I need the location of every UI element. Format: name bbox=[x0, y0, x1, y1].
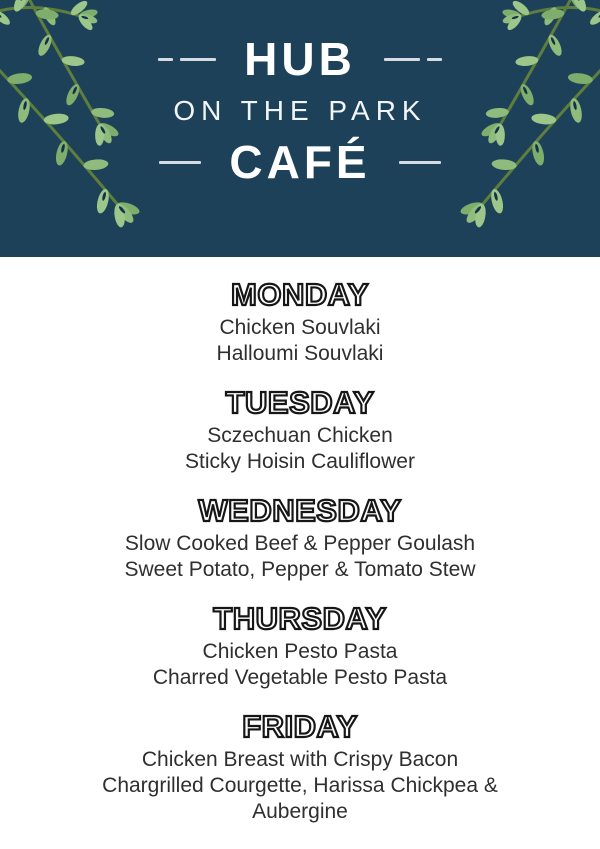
day-items bbox=[70, 315, 530, 367]
title-row-hub bbox=[158, 33, 442, 85]
divider-dash bbox=[399, 161, 441, 164]
header-title-block bbox=[0, 0, 600, 188]
menu-item: Chicken Souvlaki bbox=[219, 316, 381, 339]
divider-dash bbox=[384, 58, 420, 61]
title-divider-left bbox=[158, 58, 216, 61]
header-banner bbox=[0, 0, 600, 257]
day-heading: WEDNESDAY bbox=[198, 493, 402, 528]
cafe-title-top: HUB bbox=[244, 33, 356, 85]
day-heading: MONDAY bbox=[231, 277, 369, 312]
menu-item: Chicken Pesto Pasta bbox=[202, 640, 398, 663]
day-items bbox=[70, 747, 530, 825]
weekly-menu bbox=[0, 257, 600, 825]
day-heading: TUESDAY bbox=[225, 385, 375, 420]
menu-section-wednesday bbox=[0, 493, 600, 583]
menu-item: Sweet Potato, Pepper & Tomato Stew bbox=[124, 558, 476, 581]
menu-item: Sczechuan Chicken bbox=[207, 424, 393, 447]
day-items bbox=[70, 639, 530, 691]
divider-dash bbox=[427, 58, 442, 61]
title-divider-right bbox=[399, 161, 441, 164]
title-divider-left bbox=[159, 161, 201, 164]
day-items bbox=[70, 423, 530, 475]
day-heading: THURSDAY bbox=[213, 601, 387, 636]
menu-section-friday bbox=[0, 709, 600, 825]
menu-item: Chargrilled Courgette, Harissa Chickpea & Aubergine bbox=[102, 774, 498, 823]
menu-item: Slow Cooked Beef & Pepper Goulash bbox=[124, 532, 476, 555]
menu-item: Chicken Breast with Crispy Bacon bbox=[141, 748, 459, 771]
menu-section-tuesday bbox=[0, 385, 600, 475]
menu-section-thursday bbox=[0, 601, 600, 691]
cafe-title-middle: ON THE PARK bbox=[173, 95, 427, 126]
menu-item: Halloumi Souvlaki bbox=[216, 342, 384, 365]
day-items bbox=[70, 531, 530, 583]
menu-item: Charred Vegetable Pesto Pasta bbox=[152, 666, 448, 689]
divider-dash bbox=[158, 58, 173, 61]
title-row-cafe bbox=[159, 136, 440, 188]
divider-dash bbox=[159, 161, 201, 164]
cafe-title-bottom: CAFÉ bbox=[229, 136, 371, 188]
menu-section-monday bbox=[0, 277, 600, 367]
divider-dash bbox=[180, 58, 216, 61]
menu-item: Sticky Hoisin Cauliflower bbox=[185, 450, 415, 473]
title-divider-right bbox=[384, 58, 442, 61]
day-heading: FRIDAY bbox=[242, 709, 358, 744]
